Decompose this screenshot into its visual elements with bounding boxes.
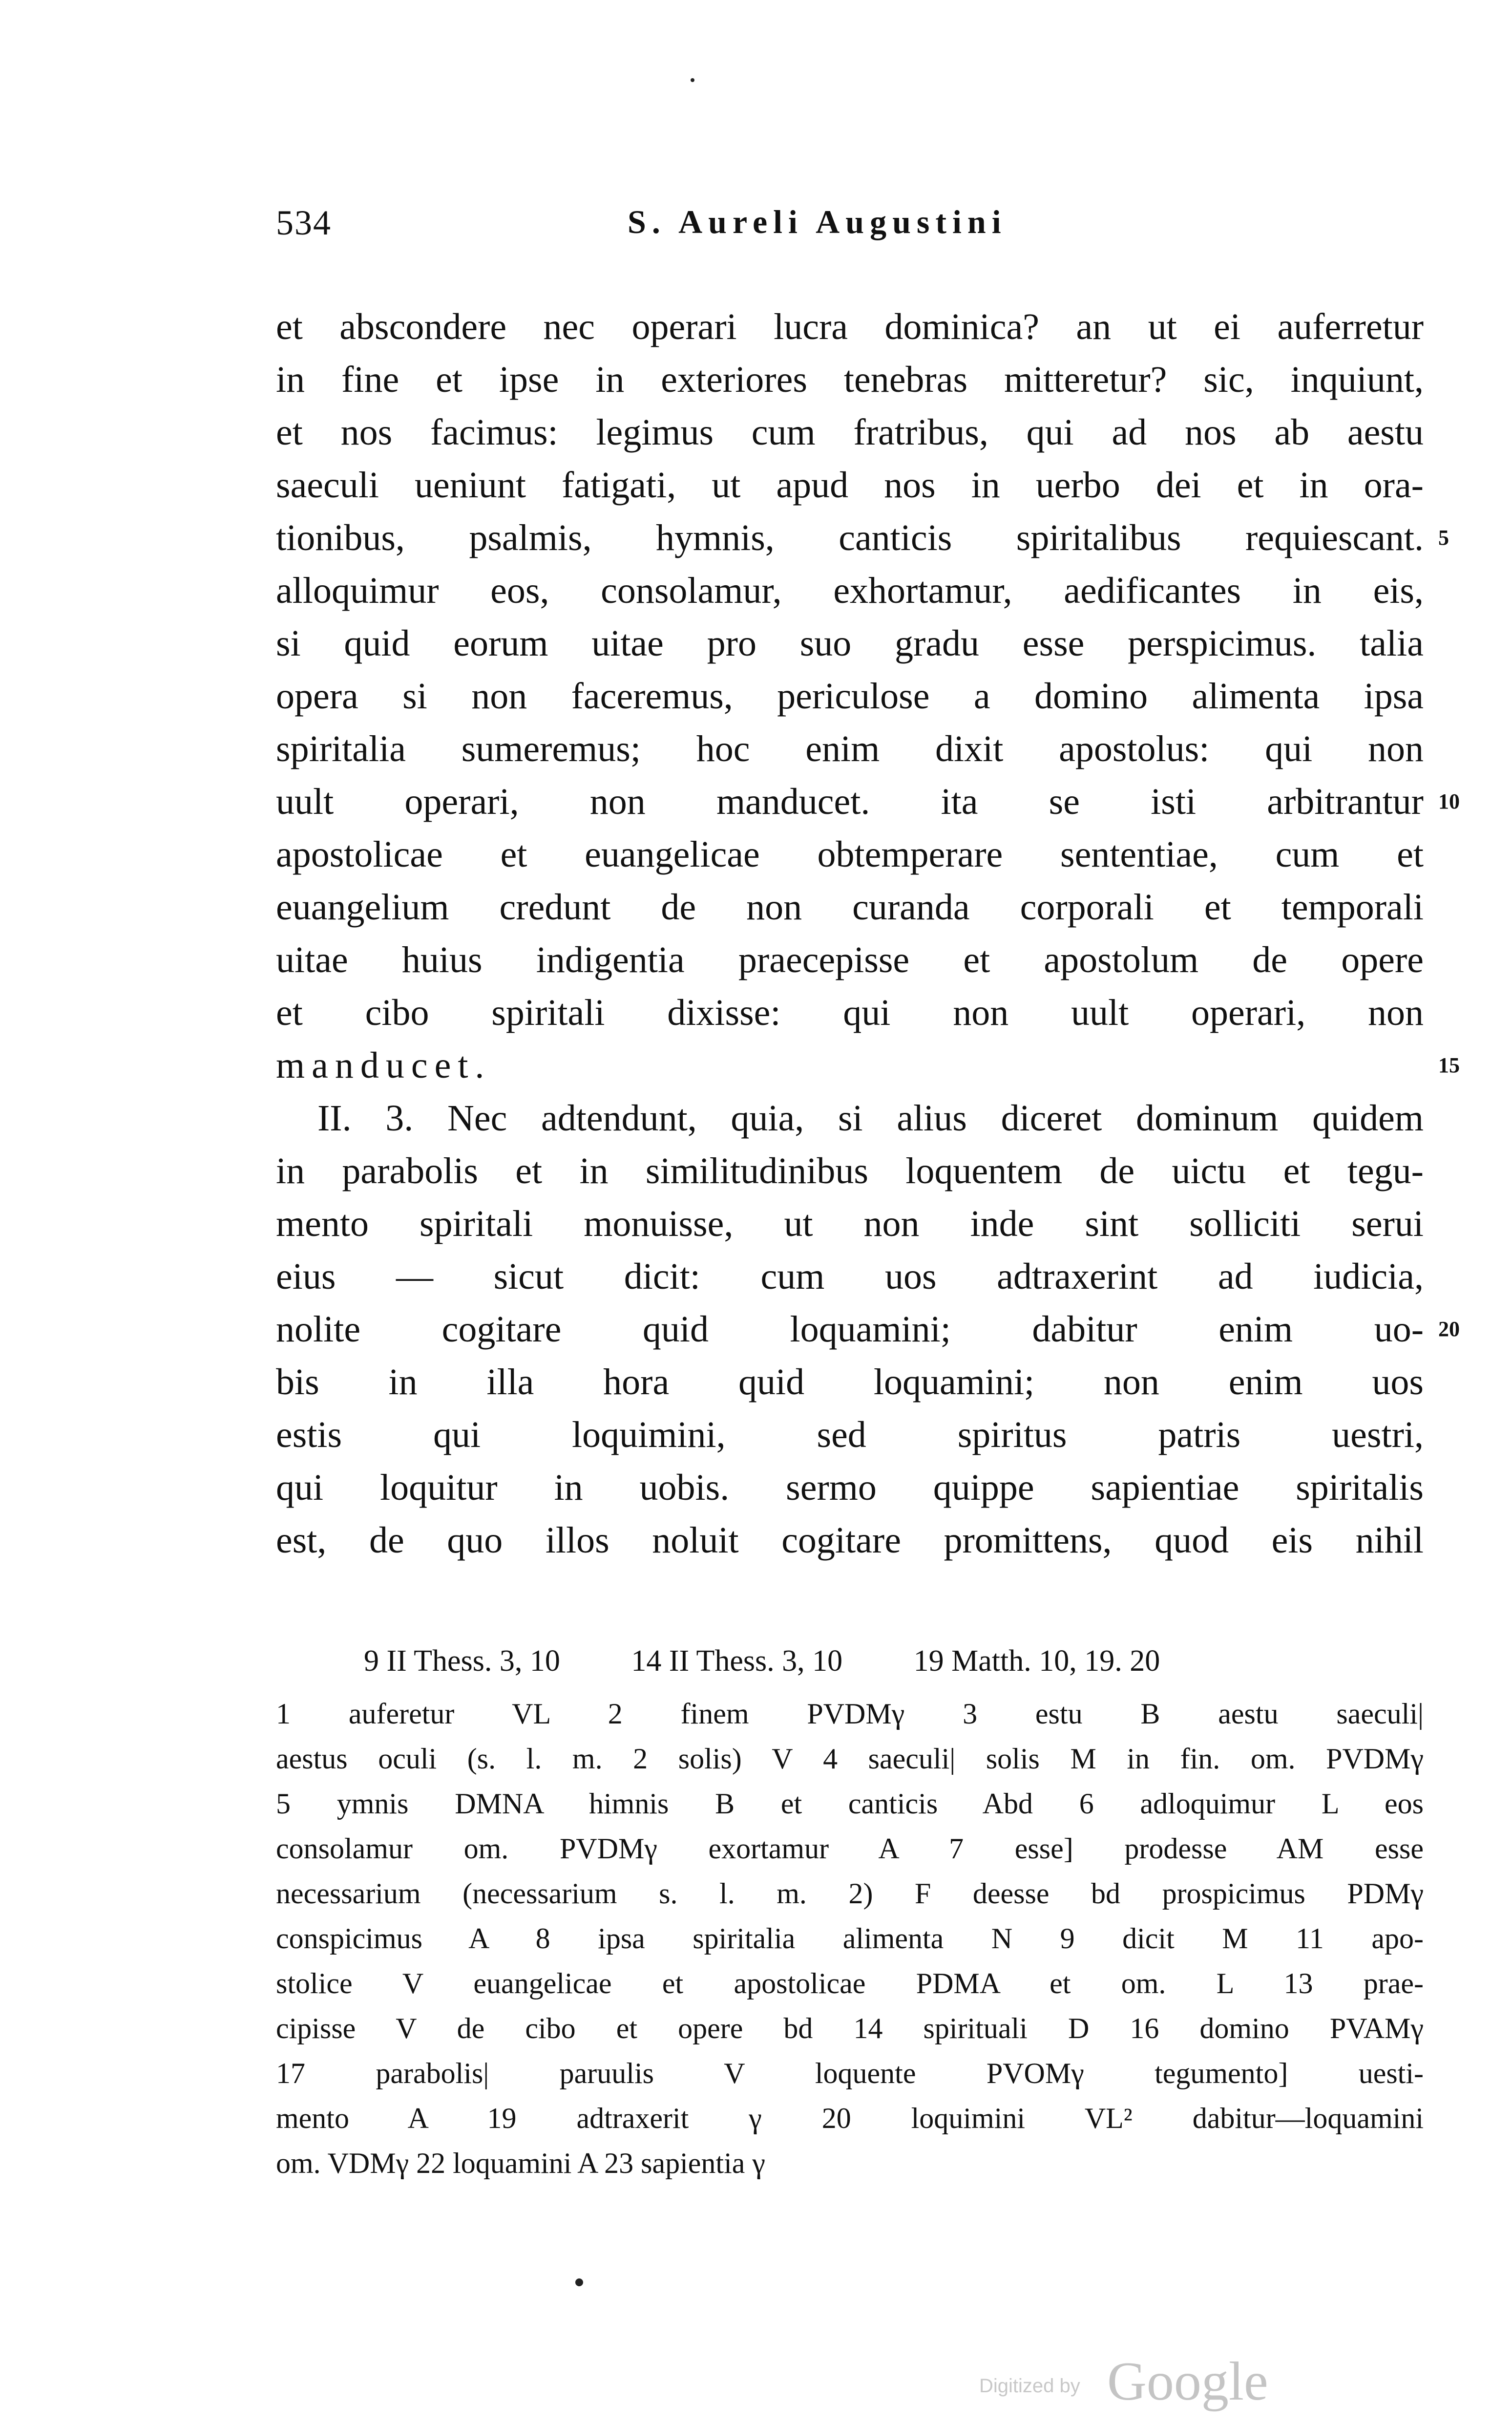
apparatus-line: consolamur om. PVDMγ exortamur A 7 esse] prodesse AM esse: [276, 1832, 1424, 1865]
text-line: estis qui loquimini, sed spiritus patris uestri,: [276, 1414, 1424, 1455]
main-text: [276, 300, 1424, 1567]
margin-line-number: 15: [1438, 1053, 1460, 1077]
margin-line-number: 10: [1438, 789, 1460, 813]
margin-line-number: 5: [1438, 526, 1449, 550]
page-header: [276, 203, 1424, 256]
apparatus-line: conspicimus A 8 ipsa spiritalia alimenta N 9 dicit M 11 apo-: [276, 1922, 1424, 1955]
running-title: S. Aureli Augustini: [628, 203, 1007, 240]
apparatus-line: om. VDMγ 22 loquamini A 23 sapientia γ: [276, 2147, 765, 2179]
apparatus-line: necessarium (necessarium s. l. m. 2) F deesse bd prospicimus PDMγ: [276, 1877, 1424, 1910]
text-line: si quid eorum uitae pro suo gradu esse perspicimus. talia: [276, 623, 1424, 664]
google-logo: Google: [1107, 2351, 1268, 2412]
apparatus-line: mento A 19 adtraxerit γ 20 loquimini VL² dabitur—loquamini: [276, 2102, 1424, 2134]
apparatus-line: aestus oculi (s. l. m. 2 solis) V 4 saeculi| solis M in fin. om. PVDMγ: [276, 1743, 1424, 1775]
critical-apparatus: [276, 1691, 1424, 2186]
text-line: saeculi ueniunt fatigati, ut apud nos in uerbo dei et in ora-: [276, 465, 1424, 506]
text-line: et abscondere nec operari lucra dominica? an ut ei auferretur: [276, 306, 1424, 347]
apparatus-line: 17 parabolis| paruulis V loquente PVOMγ tegumento] uesti-: [276, 2057, 1424, 2089]
text-line: eius — sicut dicit: cum uos adtraxerint ad iudicia,: [276, 1256, 1424, 1297]
section-heading-line: II. 3. Nec adtendunt, quia, si alius diceret dominum quidem: [317, 1098, 1424, 1139]
text-line: et cibo spiritali dixisse: qui non uult operari, non: [276, 992, 1424, 1033]
text-line: tionibus, psalmis, hymnis, canticis spiritalibus requiescant.: [276, 517, 1424, 558]
text-line: manducet.: [276, 1045, 491, 1086]
apparatus-line: cipisse V de cibo et opere bd 14 spirituali D 16 domino PVAMγ: [276, 2012, 1424, 2044]
text-line: spiritalia sumeremus; hoc enim dixit apostolus: qui non: [276, 728, 1424, 769]
scripture-citations: [364, 1639, 1414, 1683]
text-line: qui loquitur in uobis. sermo quippe sapientiae spiritalis: [276, 1467, 1424, 1508]
text-line: mento spiritali monuisse, ut non inde sint solliciti serui: [276, 1203, 1424, 1244]
ink-speck: [575, 2278, 583, 2286]
apparatus-line: stolice V euangelicae et apostolicae PDMA et om. L 13 prae-: [276, 1967, 1424, 2000]
text-line: euangelium credunt de non curanda corporali et temporali: [276, 887, 1424, 928]
text-line: opera si non faceremus, periculose a domino alimenta ipsa: [276, 676, 1424, 717]
apparatus-line: 5 ymnis DMNA himnis B et canticis Abd 6 adloquimur L eos: [276, 1787, 1424, 1820]
text-line: nolite cogitare quid loquamini; dabitur enim uo-: [276, 1309, 1424, 1350]
citation: 14 II Thess. 3, 10: [631, 1644, 843, 1678]
text-line: est, de quo illos noluit cogitare promittens, quod eis nihil: [276, 1520, 1424, 1561]
text-line: in fine et ipse in exteriores tenebras mitteretur? sic, inquiunt,: [276, 359, 1424, 400]
citation: 9 II Thess. 3, 10: [364, 1644, 560, 1678]
text-line: uitae huius indigentia praecepisse et apostolum de opere: [276, 939, 1424, 980]
ink-speck: [691, 78, 694, 82]
text-line: uult operari, non manducet. ita se isti arbitrantur: [276, 781, 1424, 822]
digitized-by-label: Digitized by: [979, 2375, 1080, 2397]
citation: 19 Matth. 10, 19. 20: [913, 1644, 1160, 1678]
text-line: apostolicae et euangelicae obtemperare sententiae, cum et: [276, 834, 1424, 875]
apparatus-line: 1 auferetur VL 2 finem PVDMγ 3 estu B aestu saeculi|: [276, 1698, 1424, 1730]
text-line: alloquimur eos, consolamur, exhortamur, aedificantes in eis,: [276, 570, 1424, 611]
margin-line-number: 20: [1438, 1317, 1460, 1341]
text-line: in parabolis et in similitudinibus loquentem de uictu et tegu-: [276, 1150, 1424, 1191]
text-line: et nos facimus: legimus cum fratribus, qui ad nos ab aestu: [276, 412, 1424, 453]
page-number: 534: [276, 203, 332, 242]
text-line: bis in illa hora quid loquamini; non enim uos: [276, 1361, 1424, 1403]
